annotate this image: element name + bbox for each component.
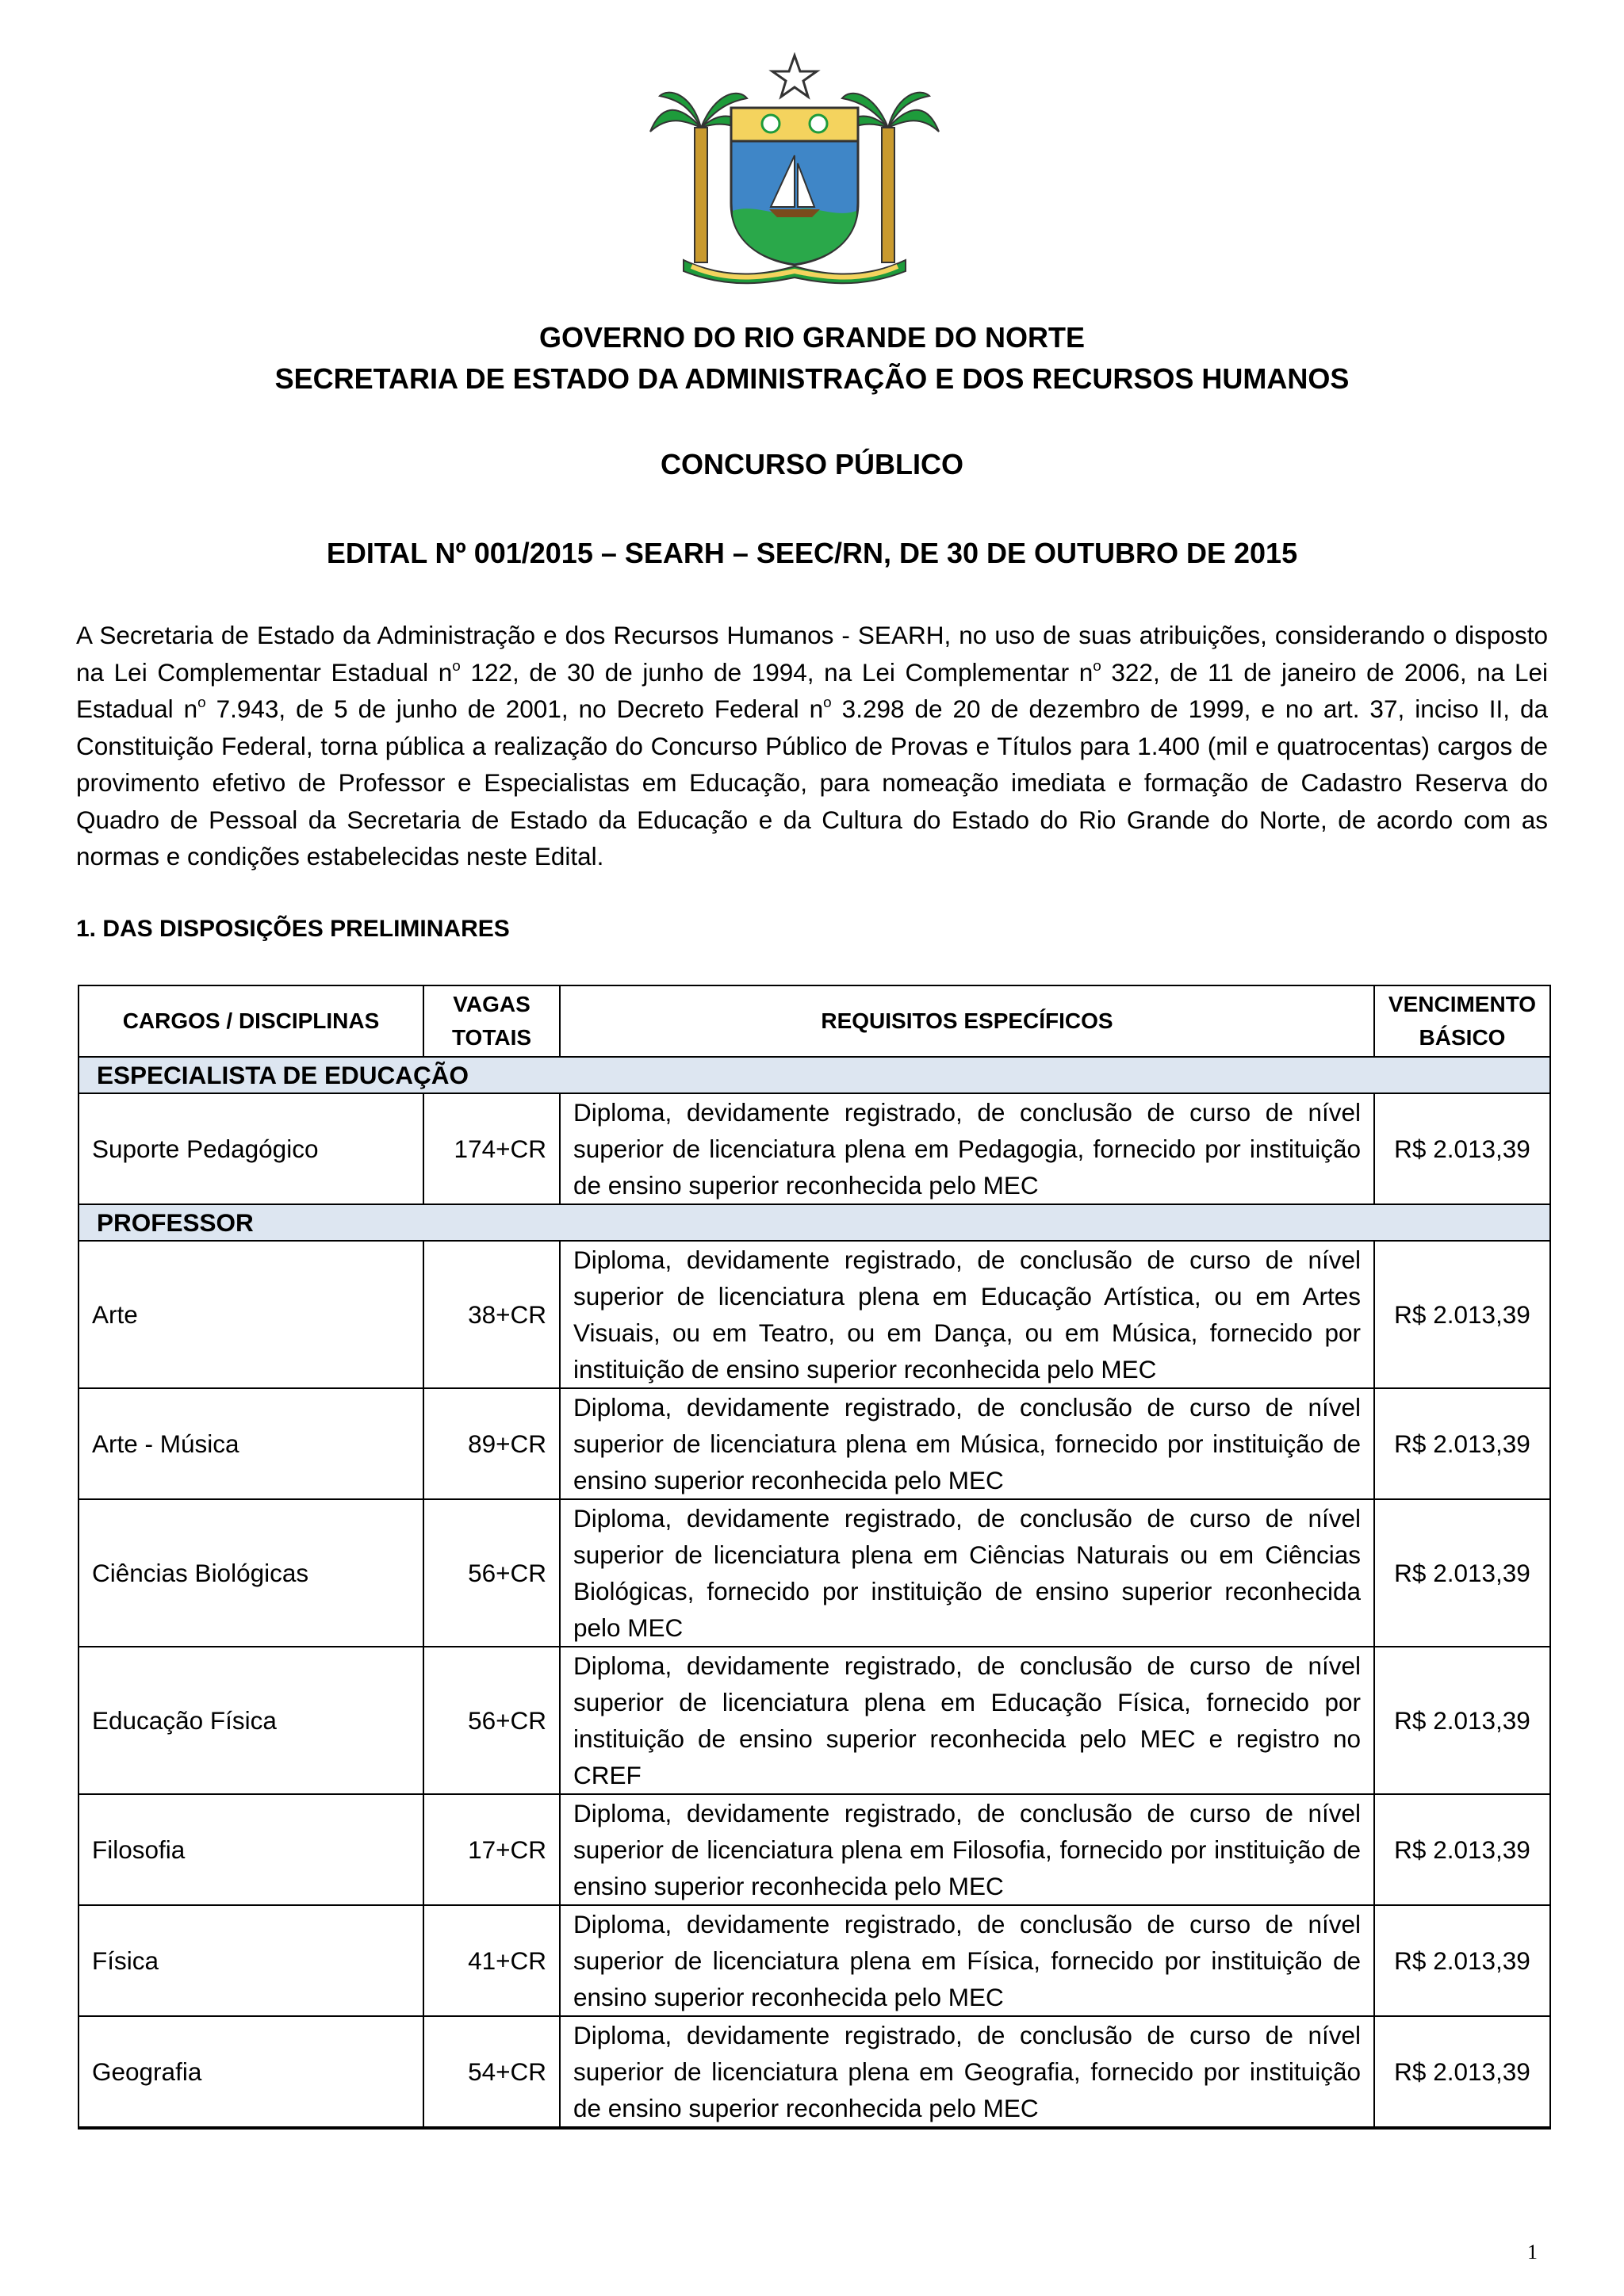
requisitos-cell: Diploma, devidamente registrado, de conclusão de curso de nível superior de licenciatura plena em Filosofia, fornecido por instituição de ensino superior reconhecida pelo MEC — [560, 1794, 1374, 1905]
vagas-cell: 174+CR — [423, 1093, 560, 1204]
cargo-cell — [79, 2127, 423, 2129]
vagas-cell: 56+CR — [423, 1499, 560, 1647]
requisitos-cell — [560, 2127, 1374, 2129]
group-label: PROFESSOR — [79, 1204, 1550, 1241]
vagas-cell: 54+CR — [423, 2016, 560, 2127]
requisitos-cell: Diploma, devidamente registrado, de conclusão de curso de nível superior de licenciatura plena em Ciências Naturais ou em Ciências Biológicas, fornecido por instituição de ensino superior reconhecida pelo MEC — [560, 1499, 1374, 1647]
page-number: 1 — [1527, 2241, 1538, 2263]
requisitos-cell: Diploma, devidamente registrado, de conclusão de curso de nível superior de licenciatura plena em Física, fornecido por instituição de ensino superior reconhecida pelo MEC — [560, 1905, 1374, 2016]
col-header-cargo: CARGOS / DISCIPLINAS — [79, 985, 423, 1057]
edital-title: EDITAL Nº 001/2015 – SEARH – SEEC/RN, DE 30 DE OUTUBRO DE 2015 — [326, 537, 1298, 569]
vencimento-cell: R$ 2.013,39 — [1374, 1794, 1550, 1905]
table-row — [79, 1241, 1550, 1388]
vencimento-cell: R$ 2.013,39 — [1374, 1241, 1550, 1388]
col-header-vencimento: VENCIMENTO BÁSICO — [1374, 985, 1550, 1057]
cargo-cell: Geografia — [79, 2016, 423, 2127]
col-header-requisitos: REQUISITOS ESPECÍFICOS — [560, 985, 1374, 1057]
vagas-cell — [423, 2127, 560, 2129]
vagas-cell: 56+CR — [423, 1647, 560, 1794]
group-row-professor — [79, 1204, 1550, 1241]
col-header-vagas: VAGAS TOTAIS — [423, 985, 560, 1057]
table-header-row — [79, 985, 1550, 1057]
vencimento-cell: R$ 2.013,39 — [1374, 1647, 1550, 1794]
vencimento-cell: R$ 2.013,39 — [1374, 2016, 1550, 2127]
positions-table — [78, 985, 1551, 2130]
cargo-cell: Ciências Biológicas — [79, 1499, 423, 1647]
cargo-cell: Suporte Pedagógico — [79, 1093, 423, 1204]
requisitos-cell: Diploma, devidamente registrado, de conclusão de curso de nível superior de licenciatura plena em Geografia, fornecido por instituição de ensino superior reconhecida pelo MEC — [560, 2016, 1374, 2127]
coat-of-arms-icon — [644, 52, 945, 290]
table-row — [79, 2127, 1550, 2129]
vagas-cell: 38+CR — [423, 1241, 560, 1388]
requisitos-cell: Diploma, devidamente registrado, de conclusão de curso de nível superior de licenciatura plena em Educação Física, fornecido por instituição de ensino superior reconhecida pelo MEC e registro no CREF — [560, 1647, 1374, 1794]
section-heading: 1. DAS DISPOSIÇÕES PRELIMINARES — [76, 916, 510, 942]
vencimento-cell — [1374, 2127, 1550, 2129]
requisitos-cell: Diploma, devidamente registrado, de conclusão de curso de nível superior de licenciatura plena em Música, fornecido por instituição de ensino superior reconhecida pelo MEC — [560, 1388, 1374, 1499]
secretariat-title: SECRETARIA DE ESTADO DA ADMINISTRAÇÃO E DOS RECURSOS HUMANOS — [274, 362, 1350, 395]
table-row — [79, 1093, 1550, 1204]
table-row — [79, 1388, 1550, 1499]
requisitos-cell: Diploma, devidamente registrado, de conclusão de curso de nível superior de licenciatura plena em Educação Artística, ou em Artes Visuais, ou em Teatro, ou em Dança, ou em Música, fornecido por instituição de ensino superior reconhecida pelo MEC — [560, 1241, 1374, 1388]
table-row — [79, 1499, 1550, 1647]
group-label: ESPECIALISTA DE EDUCAÇÃO — [79, 1057, 1550, 1093]
contest-title: CONCURSO PÚBLICO — [660, 448, 963, 480]
vagas-cell: 89+CR — [423, 1388, 560, 1499]
government-title: GOVERNO DO RIO GRANDE DO NORTE — [538, 321, 1086, 354]
cargo-cell: Arte — [79, 1241, 423, 1388]
table-row — [79, 1905, 1550, 2016]
requisitos-cell: Diploma, devidamente registrado, de conclusão de curso de nível superior de licenciatura plena em Pedagogia, fornecido por instituição de ensino superior reconhecida pelo MEC — [560, 1093, 1374, 1204]
vagas-cell: 41+CR — [423, 1905, 560, 2016]
table-row — [79, 1647, 1550, 1794]
cargo-cell: Filosofia — [79, 1794, 423, 1905]
table-row — [79, 1794, 1550, 1905]
cargo-cell: Educação Física — [79, 1647, 423, 1794]
group-row-especialista — [79, 1057, 1550, 1093]
vencimento-cell: R$ 2.013,39 — [1374, 1905, 1550, 2016]
intro-paragraph: A Secretaria de Estado da Administração e dos Recursos Humanos - SEARH, no uso de suas atribuições, considerando o disposto na Lei Complementar Estadual $n^o$ 122, de 30 de junho de 1994, na Lei Complementar $n^o$ 322, de 11 de janeiro de 2006, na Lei Estadual $n^o$ 7.943, de 5 de junho de 2001, no Decreto Federal $n^o$ 3.298 de 20 de dezembro de 1999, e no art. 37, inciso II, da Constituição Federal, torna pública a realização do Concurso Público de Provas e Títulos para 1.400 (mil e quatrocentas) cargos de provimento efetivo de Professor e Especialistas em Educação, para nomeação imediata e formação de Cadastro Reserva do Quadro de Pessoal da Secretaria de Estado da Educação e da Cultura do Estado do Rio Grande do Norte, de acordo com as normas e condições estabelecidas neste Edital. — [76, 621, 1549, 871]
cargo-cell: Física — [79, 1905, 423, 2016]
cargo-cell: Arte - Música — [79, 1388, 423, 1499]
vencimento-cell: R$ 2.013,39 — [1374, 1093, 1550, 1204]
vencimento-cell: R$ 2.013,39 — [1374, 1499, 1550, 1647]
table-row — [79, 2016, 1550, 2127]
vagas-cell: 17+CR — [423, 1794, 560, 1905]
vencimento-cell: R$ 2.013,39 — [1374, 1388, 1550, 1499]
